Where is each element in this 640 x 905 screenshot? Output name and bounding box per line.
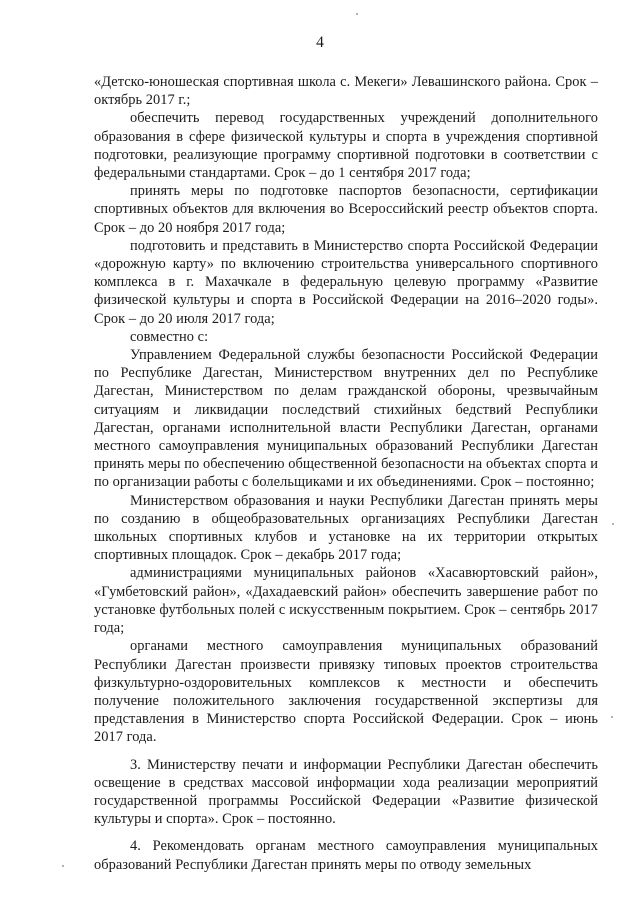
scan-speck [612,523,614,525]
paragraph-4: подготовить и представить в Министерство спорта Российской Федерации «дорожную карту» по включению строительства универсального спортивного комплекса в г. Махачкале в федеральную целевую программу «Развитие физической культуры и спорта в Российской Федерации на 2016–2020 годы». Срок – до 20 июля 2017 года; [94,237,598,327]
paragraph-11: 4. Рекомендовать органам местного самоуправления муниципальных образований Республики Дагестан принять меры по отводу земельных [94,838,598,873]
paragraph-9: органами местного самоуправления муниципальных образований Республики Дагестан произвести привязку типовых проектов строительства физкультурно-оздоровительных комплексов к местности и обеспечить получение положительного заключения государственной экспертизы для представления в Министерство спорта Российской Федерации. Срок – июнь 2017 года. [94,638,598,746]
paragraph-1: «Детско-юношеская спортивная школа с. Мекеги» Левашинского района. Срок – октябрь 2017 г.; [94,74,598,109]
page-number: 4 [316,34,324,51]
paragraph-8: администрациями муниципальных районов «Хасавюртовский район», «Гумбетовский район», «Дахадаевский район» обеспечить завершение работ по установке футбольных полей с искусственным покрытием. Срок – сентябрь 2017 года; [94,565,598,637]
document-body [94,73,598,874]
paragraph-10: 3. Министерству печати и информации Республики Дагестан обеспечить освещение в средствах массовой информации хода реализации мероприятий государственной программы Российской Федерации «Развитие физической культуры и спорта». Срок – постоянно. [94,756,598,828]
paragraph-5: совместно с: [130,328,209,345]
paragraph-3: принять меры по подготовке паспортов безопасности, сертификации спортивных объектов для включения во Всероссийский реестр объектов спорта. Срок – до 20 ноября 2017 года; [94,183,598,236]
scan-speck [356,13,358,15]
paragraph-7: Министерством образования и науки Республики Дагестан принять меры по созданию в общеобразовательных организациях Республики Дагестан школьных спортивных клубов и установке на их территории открытых спортивных площадок. Срок – декабрь 2017 года; [94,492,598,564]
scan-speck [611,716,613,718]
paragraph-2: обеспечить перевод государственных учреждений дополнительного образования в сфере физической культуры и спорта в учреждения спортивной подготовки, реализующие программу спортивной подготовки в соответствии с федеральными стандартами. Срок – до 1 сентября 2017 года; [94,110,598,182]
scan-speck [62,865,64,867]
paragraph-6: Управлением Федеральной службы безопасности Российской Федерации по Республике Дагестан, Министерством внутренних дел по Республике Дагестан, Министерством по делам гражданской обороны, чрезвычайным ситуациям и ликвидации последствий стихийных бедствий Республики Дагестан, органами исполнительной власти Республики Дагестан, органами местного самоуправления муниципальных образований Республики Дагестан принять меры по обеспечению общественной безопасности на объектах спорта и по организации работы с болельщиками и их объединениями. Срок – постоянно; [94,347,598,491]
